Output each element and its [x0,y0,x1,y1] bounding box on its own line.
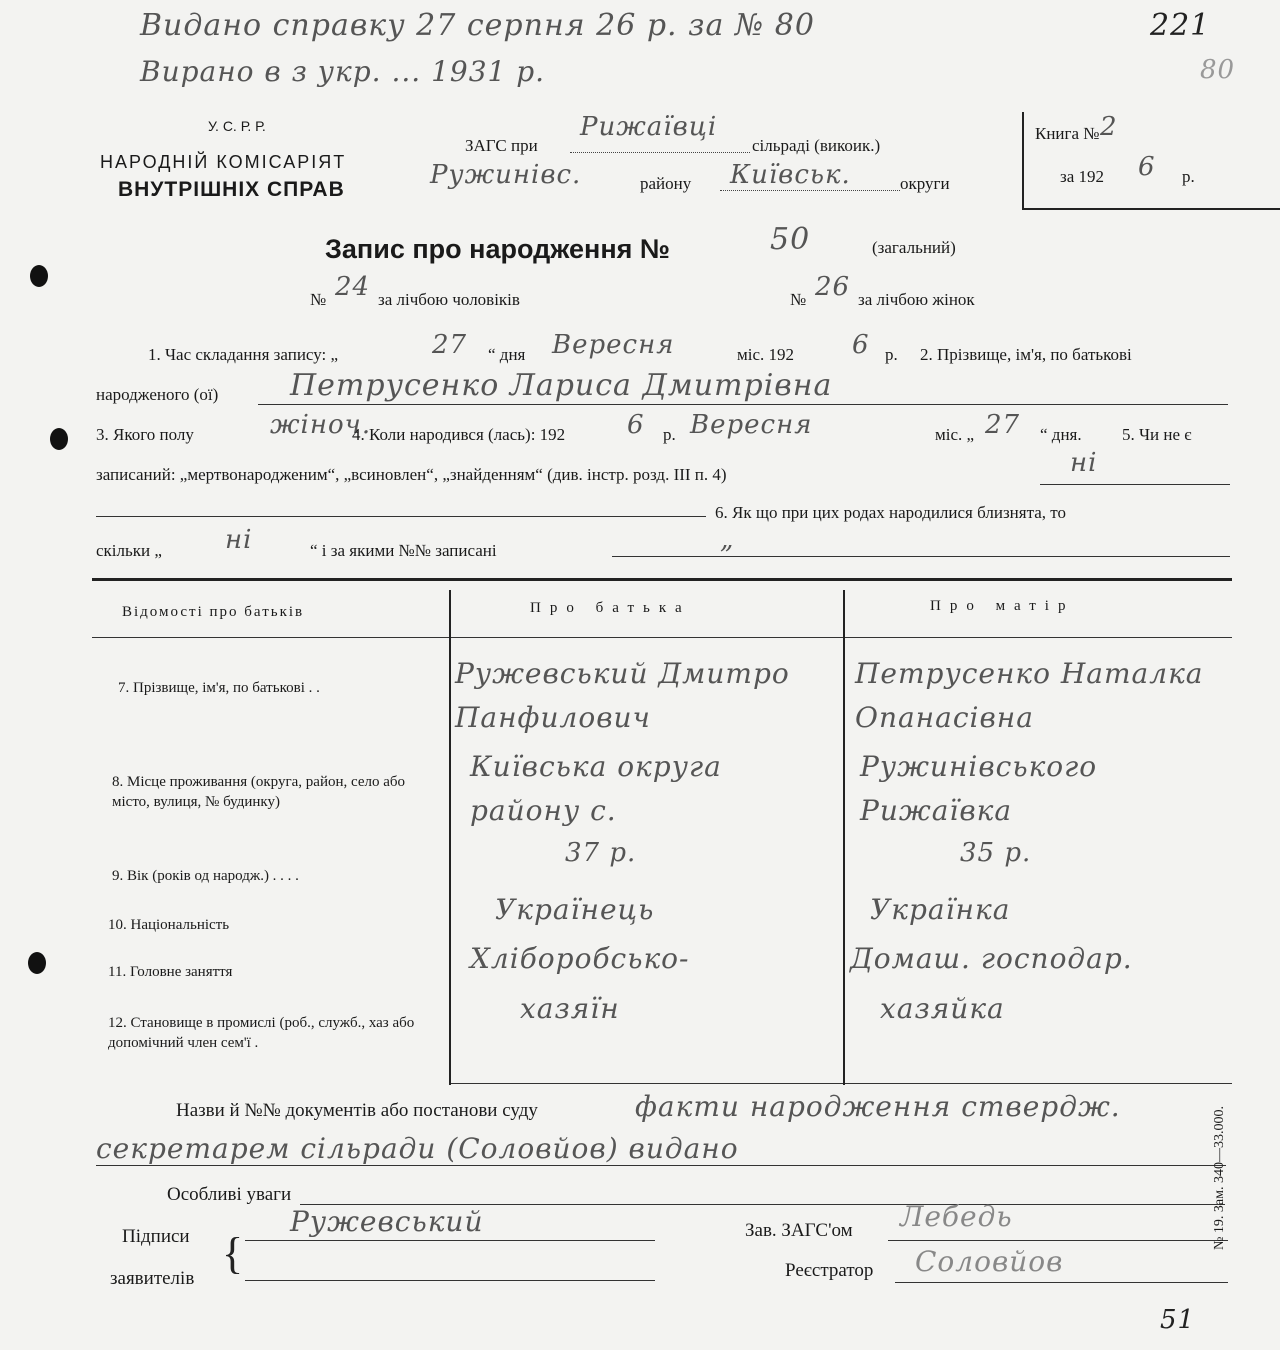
commissariat-line1: НАРОДНІЙ КОМІСАРІЯТ [100,152,347,172]
zags-value: Рижаївці [580,112,718,142]
zags-head-label: Зав. ЗАГС'ом [745,1220,853,1241]
book-label: Книга № [1035,124,1100,143]
field-3-label: 3. Якого полу [96,425,194,444]
male-prefix: № [310,290,327,309]
field-1-year: 6 [852,330,870,360]
father-age: 37 р. [565,838,637,868]
field-2-label-2: народженого (ої) [96,385,219,404]
year-label: за 192 [1060,167,1105,186]
birth-month-label: міс. „ [935,425,975,444]
field-1-day-label: “ дня [488,345,526,364]
registrar-signature: Соловйов [915,1245,1064,1278]
row-label-name: 7. Прізвище, ім'я, по батькові . . [118,680,320,696]
mother-status: хазяйка [880,992,1005,1025]
applicants-label: заявителів [110,1268,195,1289]
documents-label: Назви й №№ документів або постанови суду [176,1100,538,1121]
record-number: 50 [770,222,811,257]
republic-label: У. С. Р. Р. [208,118,266,134]
row-label-residence: 8. Місце проживання (округа, район, село або місто, вулиця, № будинку) [112,774,406,810]
mother-occupation: Домаш. господар. [850,942,1133,975]
page-number-alt: 80 [1200,55,1236,85]
twins-count-value: ні [225,525,253,555]
field-1-month: Вересня [552,330,675,360]
documents-value-2: секретарем сільради (Соловйов) видано [96,1132,739,1165]
row-label-age: 9. Вік (років од народж.) . . . . [112,868,299,884]
field-4-label: 4. Коли народився (лась): 192 [352,425,566,444]
okruha-value: Київськ. [730,160,851,190]
table-top-rule [92,578,1232,581]
signatures-label: Підписи [122,1226,190,1247]
row-label-status: 12. Становище в промислі (роб., служб., хаз або допомічний член сем'ї . [108,1015,415,1051]
district-label: району [640,174,692,193]
page-number: 221 [1150,8,1211,43]
punch-hole [50,428,68,450]
table-bottom-rule [450,1083,1232,1084]
mother-residence: Ружинівського Рижаївка [860,750,1098,827]
mother-age: 35 р. [960,838,1032,868]
brace: { [222,1229,244,1278]
father-status: хазяїн [520,992,620,1025]
book-value: 2 [1100,112,1118,142]
record-title-suffix: (загальний) [872,238,956,257]
field-5-label: 5. Чи не є [1122,425,1192,444]
margin-note-2: Вирано в з укр. ... 1931 р. [140,55,546,88]
applicant-signature: Ружевський [290,1205,484,1238]
table-header-rule [92,637,1232,638]
father-occupation: Хліборобсько- [470,942,690,975]
birth-year-value: 6 [627,410,645,440]
field-1-day: 27 [432,330,468,360]
female-prefix: № [790,290,807,309]
male-label: за лічбою чоловіків [378,290,520,309]
birth-day-value: 27 [985,410,1021,440]
field-5-value: ні [1070,448,1098,478]
year-value: 6 [1138,152,1156,182]
field-5-label-2: записаний: „мертвонародженим“, „всиновлен“, „знайденням“ (див. інстр. розд. III п. 4) [96,465,727,484]
row-label-occupation: 11. Головне заняття [108,964,233,980]
birth-month-value: Вересня [690,410,813,440]
zags-prefix: ЗАГС при [465,136,538,155]
zags-suffix: сільраді (викоик.) [752,136,881,155]
punch-hole [28,952,46,974]
row-label-nationality: 10. Національність [108,917,230,933]
commissariat-line2: ВНУТРІШНІХ СПРАВ [118,178,345,201]
field-1-year-label: р. [885,345,898,364]
notes-label: Особливі уваги [167,1184,292,1205]
field-1-month-label: міс. 192 [737,345,795,364]
field-1-label: 1. Час складання запису: „ [148,345,339,364]
margin-note-1: Видано справку 27 серпня 26 р. за № 80 [140,8,815,43]
father-nationality: Українець [495,893,655,926]
female-count: 26 [815,272,851,302]
birth-day-label: “ дня. [1040,425,1082,444]
female-label: за лічбою жінок [858,290,975,309]
father-residence: Київська округа району с. [470,750,722,827]
mother-name: Петрусенко Наталка Опанасівна [855,657,1204,734]
record-title: Запис про народження № [325,234,671,264]
district-value: Ружинівс. [430,160,582,190]
twins-numbers-value: „ [720,525,735,555]
zags-head-signature: Лебедь [900,1200,1013,1233]
child-name-value: Петрусенко Лариса Дмитрівна [290,368,833,403]
registrar-label: Реєстратор [785,1260,874,1281]
male-count: 24 [335,272,371,302]
header-mother: Про матір [930,598,1075,614]
print-mark: № 19. Зам. 340—33.000. [1211,1106,1227,1250]
year-suffix: р. [1182,167,1195,186]
okruha-label: округи [900,174,950,193]
field-6-label: 6. Як що при цих родах народилися близнята, то [715,503,1066,522]
mother-nationality: Українка [870,893,1011,926]
punch-hole [30,265,48,287]
birth-year-label: р. [663,425,676,444]
field-6-label-2: скільки „ [96,541,162,560]
field-2-label: 2. Прізвище, ім'я, по батькові [920,345,1132,364]
field-6-label-3: “ і за якими №№ записані [310,541,497,560]
header-father: Про батька [530,600,691,616]
documents-value-1: факти народження ствердж. [635,1090,1121,1123]
father-name: Ружевський Дмитро Панфилович [455,657,790,734]
bottom-number: 51 [1160,1305,1196,1335]
sex-value: жіноч. [270,410,372,440]
header-parents-info: Відомості про батьків [122,604,305,620]
